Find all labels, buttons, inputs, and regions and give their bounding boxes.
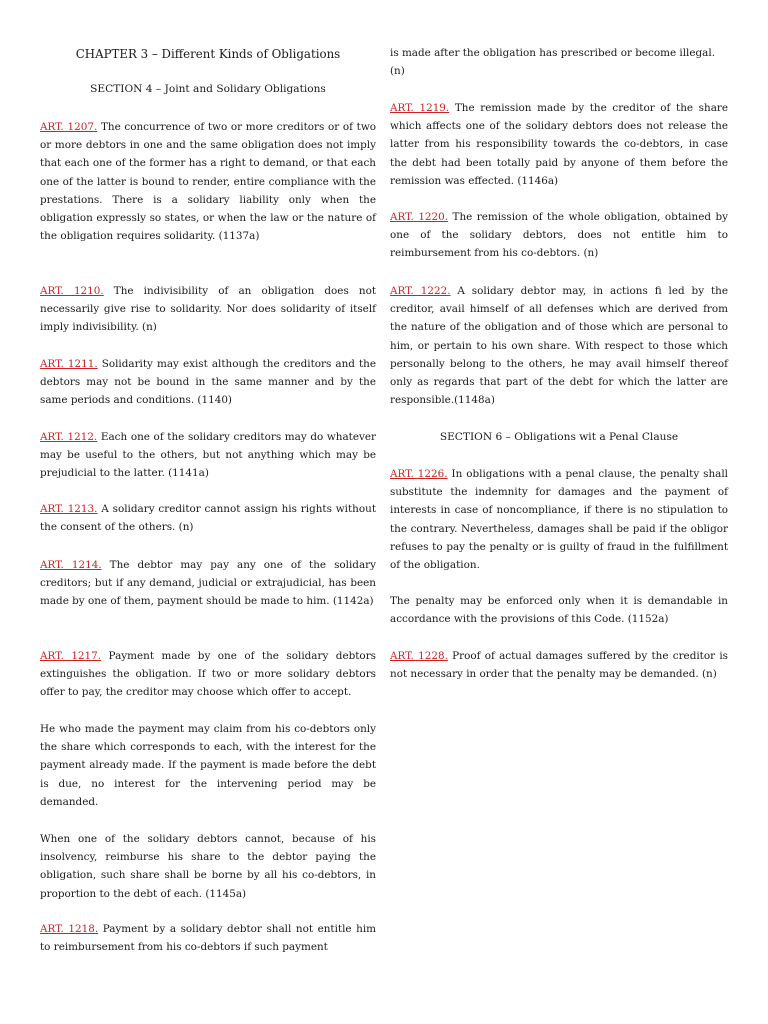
chapter-title: CHAPTER 3 – Different Kinds of Obligations bbox=[75, 47, 341, 61]
article-1210 bbox=[40, 282, 376, 337]
article-1207 bbox=[40, 118, 376, 245]
article-label: ART. 1211. bbox=[40, 358, 98, 370]
article-label: ART. 1218. bbox=[40, 923, 99, 935]
article-text: The indivisibility of an obligation does not necessarily give rise to solidarity. Nor does solidarity of itself imply indivisibility. (n) bbox=[40, 285, 376, 334]
article-1226-paragraph-2: The penalty may be enforced only when it is demandable in accordance with the provisions of this Code. (1152a) bbox=[390, 595, 728, 626]
article-1217-paragraph-3: When one of the solidary debtors cannot, because of his insolvency, reimburse his share to the debtor paying the obligation, such share shall be borne by all his co-debtors, in proportion to the debt of each. (1145a) bbox=[40, 833, 376, 900]
article-text: Proof of actual damages suffered by the creditor is not necessary in order that the penalty may be demanded. (n) bbox=[390, 650, 728, 681]
article-1226 bbox=[390, 465, 728, 574]
article-text: Payment by a solidary debtor shall not entitle him to reimbursement from his co-debtors if such payment bbox=[40, 923, 376, 954]
article-1214 bbox=[40, 556, 376, 611]
article-1219 bbox=[390, 99, 728, 190]
article-text: A solidary debtor may, in actions fi led by the creditor, avail himself of all defenses which are derived from the nature of the obligation and of those which are personal to him, or pertain to his own share. With respect to those which personally belong to the others, he may avail himself thereof only as regards that part of the debt for which the latter are responsible.(1148a) bbox=[390, 285, 728, 407]
article-label: ART. 1214. bbox=[40, 559, 102, 571]
article-label: ART. 1219. bbox=[390, 102, 450, 114]
article-label: ART. 1222. bbox=[390, 285, 451, 297]
article-text: Solidarity may exist although the creditors and the debtors may not be bound in the same manner and by the same periods and conditions. (1140) bbox=[40, 358, 376, 407]
article-label: ART. 1213. bbox=[40, 503, 98, 515]
article-1218-continued: is made after the obligation has prescribed or become illegal. (n) bbox=[390, 47, 715, 78]
article-1212 bbox=[40, 428, 376, 483]
article-label: ART. 1217. bbox=[40, 650, 102, 662]
article-text: A solidary creditor cannot assign his rights without the consent of the others. (n) bbox=[40, 503, 376, 534]
article-1222 bbox=[390, 282, 728, 409]
article-1211 bbox=[40, 355, 376, 410]
article-1220 bbox=[390, 208, 728, 263]
article-text: The remission of the whole obligation, obtained by one of the solidary debtors, does not entitle him to reimbursement from his co-debtors. (n) bbox=[390, 211, 728, 260]
article-label: ART. 1210. bbox=[40, 285, 104, 297]
article-label: ART. 1220. bbox=[390, 211, 449, 223]
article-label: ART. 1207. bbox=[40, 121, 98, 133]
section-4-title: SECTION 4 – Joint and Solidary Obligations bbox=[90, 83, 326, 95]
article-text: Payment made by one of the solidary debtors extinguishes the obligation. If two or more solidary debtors offer to pay, the creditor may choose which offer to accept. bbox=[40, 650, 376, 699]
article-text: The debtor may pay any one of the solidary creditors; but if any demand, judicial or extrajudicial, has been made by one of them, payment should be made to him. (1142a) bbox=[40, 559, 376, 608]
section-6-title: SECTION 6 – Obligations wit a Penal Clause bbox=[439, 431, 679, 443]
article-1218 bbox=[40, 920, 376, 956]
article-1213 bbox=[40, 500, 376, 536]
article-1217-paragraph-2: He who made the payment may claim from his co-debtors only the share which corresponds to each, with the interest for the payment already made. If the payment is made before the debt is due, no interest for the intervening period may be demanded. bbox=[40, 723, 376, 808]
article-label: ART. 1226. bbox=[390, 468, 448, 480]
article-text: The remission made by the creditor of the share which affects one of the solidary debtors does not release the latter from his responsibility towards the co-debtors, in case the debt had been totally paid by anyone of them before the remission was effected. (1146a) bbox=[390, 102, 729, 187]
article-text: In obligations with a penal clause, the penalty shall substitute the indemnity for damages and the payment of interests in case of noncompliance, if there is no stipulation to the contrary. Nevertheless, damages shall be paid if the obligor refuses to pay the penalty or is guilty of fraud in the fulfillment of the obligation. bbox=[390, 468, 728, 572]
article-1228 bbox=[390, 647, 728, 683]
article-label: ART. 1228. bbox=[390, 650, 448, 662]
article-text: The concurrence of two or more creditors or of two or more debtors in one and the same obligation does not imply that each one of the former has a right to demand, or that each one of the latter is bound to render, entire compliance with the prestations. There is a solidary liability only when the obligation expressly so states, or when the law or the nature of the obligation requires solidarity. (1137a) bbox=[40, 121, 376, 243]
article-text: Each one of the solidary creditors may do whatever may be useful to the others, but not anything which may be prejudicial to the latter. (1141a) bbox=[40, 431, 376, 480]
article-1217 bbox=[40, 647, 376, 702]
article-label: ART. 1212. bbox=[40, 431, 98, 443]
